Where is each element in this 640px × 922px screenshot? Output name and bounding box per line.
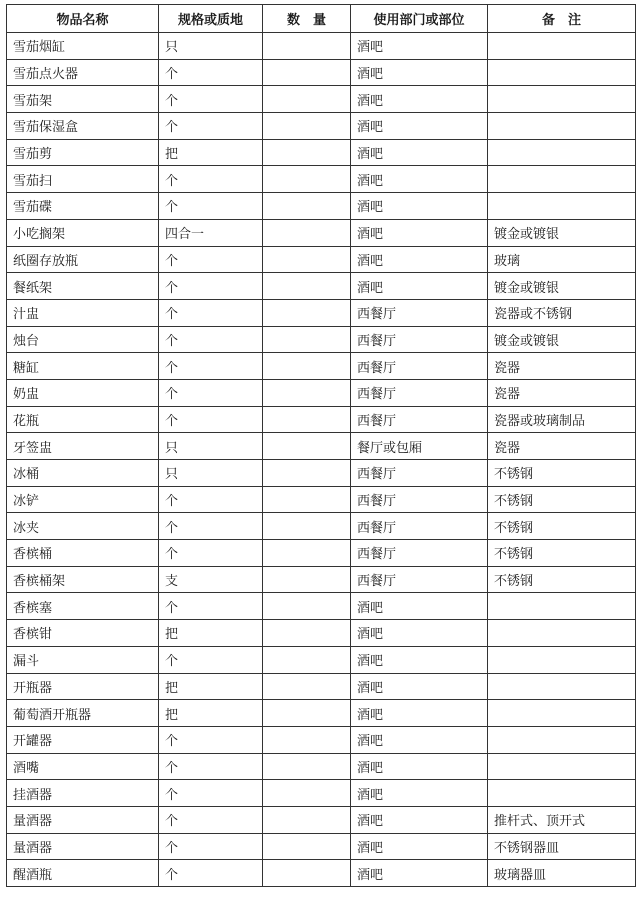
cell-item-name: 小吃搁架 xyxy=(7,219,159,246)
cell-department: 西餐厅 xyxy=(351,326,488,353)
cell-remarks xyxy=(488,620,636,647)
cell-spec: 四合一 xyxy=(159,219,263,246)
cell-quantity xyxy=(263,753,351,780)
header-remarks: 备 注 xyxy=(488,5,636,33)
cell-spec: 把 xyxy=(159,620,263,647)
cell-quantity xyxy=(263,513,351,540)
cell-department: 酒吧 xyxy=(351,726,488,753)
cell-remarks: 不锈钢 xyxy=(488,486,636,513)
cell-spec: 个 xyxy=(159,753,263,780)
table-row xyxy=(7,326,636,353)
table-body xyxy=(7,33,636,887)
cell-item-name: 雪茄架 xyxy=(7,86,159,113)
cell-quantity xyxy=(263,406,351,433)
cell-item-name: 酒嘴 xyxy=(7,753,159,780)
cell-quantity xyxy=(263,726,351,753)
cell-remarks xyxy=(488,193,636,220)
cell-item-name: 醒酒瓶 xyxy=(7,860,159,887)
cell-item-name: 葡萄酒开瓶器 xyxy=(7,700,159,727)
cell-department: 酒吧 xyxy=(351,646,488,673)
cell-item-name: 漏斗 xyxy=(7,646,159,673)
cell-quantity xyxy=(263,246,351,273)
cell-department: 酒吧 xyxy=(351,219,488,246)
cell-department: 酒吧 xyxy=(351,246,488,273)
cell-item-name: 雪茄碟 xyxy=(7,193,159,220)
cell-item-name: 雪茄点火器 xyxy=(7,59,159,86)
cell-quantity xyxy=(263,593,351,620)
cell-quantity xyxy=(263,86,351,113)
cell-spec: 个 xyxy=(159,379,263,406)
cell-spec: 个 xyxy=(159,860,263,887)
cell-spec: 个 xyxy=(159,86,263,113)
cell-quantity xyxy=(263,33,351,60)
cell-remarks xyxy=(488,166,636,193)
cell-quantity xyxy=(263,566,351,593)
cell-spec: 个 xyxy=(159,593,263,620)
cell-department: 西餐厅 xyxy=(351,486,488,513)
cell-department: 酒吧 xyxy=(351,806,488,833)
cell-remarks xyxy=(488,86,636,113)
cell-spec: 个 xyxy=(159,273,263,300)
table-row xyxy=(7,753,636,780)
cell-quantity xyxy=(263,486,351,513)
cell-item-name: 奶盅 xyxy=(7,379,159,406)
cell-department: 酒吧 xyxy=(351,860,488,887)
table-row xyxy=(7,780,636,807)
cell-quantity xyxy=(263,379,351,406)
cell-item-name: 餐纸架 xyxy=(7,273,159,300)
table-row xyxy=(7,460,636,487)
cell-spec: 只 xyxy=(159,33,263,60)
table-row xyxy=(7,166,636,193)
cell-remarks xyxy=(488,59,636,86)
cell-item-name: 牙签盅 xyxy=(7,433,159,460)
cell-spec: 个 xyxy=(159,806,263,833)
cell-spec: 个 xyxy=(159,59,263,86)
cell-remarks: 镀金或镀银 xyxy=(488,219,636,246)
table-row xyxy=(7,620,636,647)
cell-remarks xyxy=(488,593,636,620)
cell-quantity xyxy=(263,700,351,727)
cell-remarks: 玻璃 xyxy=(488,246,636,273)
table-row xyxy=(7,273,636,300)
cell-remarks: 不锈钢 xyxy=(488,540,636,567)
cell-remarks: 瓷器 xyxy=(488,353,636,380)
cell-department: 酒吧 xyxy=(351,59,488,86)
cell-department: 酒吧 xyxy=(351,193,488,220)
table-row xyxy=(7,113,636,140)
items-table xyxy=(6,4,636,887)
table-row xyxy=(7,700,636,727)
table-row xyxy=(7,353,636,380)
cell-quantity xyxy=(263,540,351,567)
cell-department: 西餐厅 xyxy=(351,353,488,380)
table-row xyxy=(7,593,636,620)
cell-item-name: 糖缸 xyxy=(7,353,159,380)
cell-item-name: 香槟桶 xyxy=(7,540,159,567)
cell-quantity xyxy=(263,806,351,833)
cell-item-name: 汁盅 xyxy=(7,299,159,326)
table-row xyxy=(7,433,636,460)
cell-quantity xyxy=(263,139,351,166)
cell-spec: 只 xyxy=(159,460,263,487)
cell-remarks: 瓷器 xyxy=(488,433,636,460)
table-row xyxy=(7,33,636,60)
cell-department: 酒吧 xyxy=(351,86,488,113)
cell-quantity xyxy=(263,299,351,326)
cell-spec: 个 xyxy=(159,113,263,140)
cell-remarks xyxy=(488,700,636,727)
cell-item-name: 香槟钳 xyxy=(7,620,159,647)
cell-item-name: 挂酒器 xyxy=(7,780,159,807)
table-row xyxy=(7,299,636,326)
cell-quantity xyxy=(263,219,351,246)
header-department: 使用部门或部位 xyxy=(351,5,488,33)
cell-item-name: 雪茄烟缸 xyxy=(7,33,159,60)
cell-remarks xyxy=(488,139,636,166)
cell-department: 酒吧 xyxy=(351,780,488,807)
cell-remarks xyxy=(488,726,636,753)
cell-item-name: 冰夹 xyxy=(7,513,159,540)
cell-remarks xyxy=(488,673,636,700)
header-quantity: 数 量 xyxy=(263,5,351,33)
cell-remarks: 镀金或镀银 xyxy=(488,326,636,353)
cell-remarks xyxy=(488,113,636,140)
header-item-name: 物品名称 xyxy=(7,5,159,33)
cell-spec: 个 xyxy=(159,406,263,433)
cell-spec: 把 xyxy=(159,673,263,700)
table-row xyxy=(7,379,636,406)
cell-quantity xyxy=(263,433,351,460)
cell-remarks: 不锈钢 xyxy=(488,513,636,540)
cell-quantity xyxy=(263,780,351,807)
cell-remarks xyxy=(488,33,636,60)
cell-quantity xyxy=(263,193,351,220)
table-row xyxy=(7,406,636,433)
cell-department: 西餐厅 xyxy=(351,460,488,487)
table-row xyxy=(7,860,636,887)
cell-department: 西餐厅 xyxy=(351,566,488,593)
table-row xyxy=(7,646,636,673)
table-row xyxy=(7,726,636,753)
table-row xyxy=(7,59,636,86)
cell-department: 酒吧 xyxy=(351,753,488,780)
cell-spec: 个 xyxy=(159,299,263,326)
cell-item-name: 香槟桶架 xyxy=(7,566,159,593)
table-row xyxy=(7,566,636,593)
table-header-row xyxy=(7,5,636,33)
cell-department: 酒吧 xyxy=(351,593,488,620)
cell-spec: 个 xyxy=(159,486,263,513)
cell-item-name: 开瓶器 xyxy=(7,673,159,700)
cell-item-name: 开罐器 xyxy=(7,726,159,753)
table-row xyxy=(7,246,636,273)
header-spec: 规格或质地 xyxy=(159,5,263,33)
cell-remarks: 瓷器 xyxy=(488,379,636,406)
cell-quantity xyxy=(263,326,351,353)
cell-department: 酒吧 xyxy=(351,33,488,60)
cell-quantity xyxy=(263,833,351,860)
cell-department: 酒吧 xyxy=(351,620,488,647)
cell-item-name: 冰桶 xyxy=(7,460,159,487)
cell-department: 西餐厅 xyxy=(351,299,488,326)
cell-spec: 个 xyxy=(159,833,263,860)
cell-item-name: 雪茄扫 xyxy=(7,166,159,193)
cell-spec: 个 xyxy=(159,246,263,273)
cell-quantity xyxy=(263,460,351,487)
cell-department: 西餐厅 xyxy=(351,379,488,406)
table-row xyxy=(7,673,636,700)
cell-department: 酒吧 xyxy=(351,166,488,193)
cell-department: 西餐厅 xyxy=(351,540,488,567)
cell-remarks: 不锈钢器皿 xyxy=(488,833,636,860)
cell-spec: 支 xyxy=(159,566,263,593)
cell-remarks xyxy=(488,780,636,807)
table-row xyxy=(7,540,636,567)
table-row xyxy=(7,139,636,166)
table-row xyxy=(7,486,636,513)
cell-quantity xyxy=(263,166,351,193)
cell-quantity xyxy=(263,673,351,700)
cell-remarks xyxy=(488,646,636,673)
cell-spec: 个 xyxy=(159,726,263,753)
cell-remarks: 瓷器或不锈钢 xyxy=(488,299,636,326)
cell-item-name: 香槟塞 xyxy=(7,593,159,620)
cell-quantity xyxy=(263,59,351,86)
cell-item-name: 量酒器 xyxy=(7,833,159,860)
cell-remarks: 推杆式、顶开式 xyxy=(488,806,636,833)
cell-quantity xyxy=(263,646,351,673)
cell-quantity xyxy=(263,620,351,647)
table-row xyxy=(7,86,636,113)
cell-remarks: 镀金或镀银 xyxy=(488,273,636,300)
cell-quantity xyxy=(263,113,351,140)
cell-remarks: 不锈钢 xyxy=(488,566,636,593)
cell-quantity xyxy=(263,860,351,887)
cell-department: 酒吧 xyxy=(351,113,488,140)
cell-spec: 个 xyxy=(159,513,263,540)
cell-item-name: 纸圈存放瓶 xyxy=(7,246,159,273)
table-row xyxy=(7,193,636,220)
cell-department: 酒吧 xyxy=(351,700,488,727)
cell-spec: 个 xyxy=(159,353,263,380)
table-row xyxy=(7,513,636,540)
cell-quantity xyxy=(263,273,351,300)
cell-remarks: 不锈钢 xyxy=(488,460,636,487)
cell-spec: 把 xyxy=(159,700,263,727)
cell-spec: 个 xyxy=(159,646,263,673)
cell-remarks xyxy=(488,753,636,780)
table-row xyxy=(7,806,636,833)
cell-department: 西餐厅 xyxy=(351,406,488,433)
cell-spec: 把 xyxy=(159,139,263,166)
table-row xyxy=(7,219,636,246)
cell-item-name: 雪茄保湿盒 xyxy=(7,113,159,140)
cell-department: 酒吧 xyxy=(351,273,488,300)
cell-spec: 个 xyxy=(159,193,263,220)
cell-spec: 个 xyxy=(159,326,263,353)
table-row xyxy=(7,833,636,860)
cell-department: 酒吧 xyxy=(351,673,488,700)
cell-department: 酒吧 xyxy=(351,139,488,166)
cell-item-name: 冰铲 xyxy=(7,486,159,513)
cell-item-name: 烛台 xyxy=(7,326,159,353)
cell-spec: 个 xyxy=(159,540,263,567)
cell-item-name: 花瓶 xyxy=(7,406,159,433)
cell-department: 酒吧 xyxy=(351,833,488,860)
cell-item-name: 量酒器 xyxy=(7,806,159,833)
cell-spec: 个 xyxy=(159,780,263,807)
cell-department: 餐厅或包厢 xyxy=(351,433,488,460)
cell-spec: 只 xyxy=(159,433,263,460)
cell-department: 西餐厅 xyxy=(351,513,488,540)
cell-remarks: 玻璃器皿 xyxy=(488,860,636,887)
cell-quantity xyxy=(263,353,351,380)
cell-remarks: 瓷器或玻璃制品 xyxy=(488,406,636,433)
cell-item-name: 雪茄剪 xyxy=(7,139,159,166)
cell-spec: 个 xyxy=(159,166,263,193)
